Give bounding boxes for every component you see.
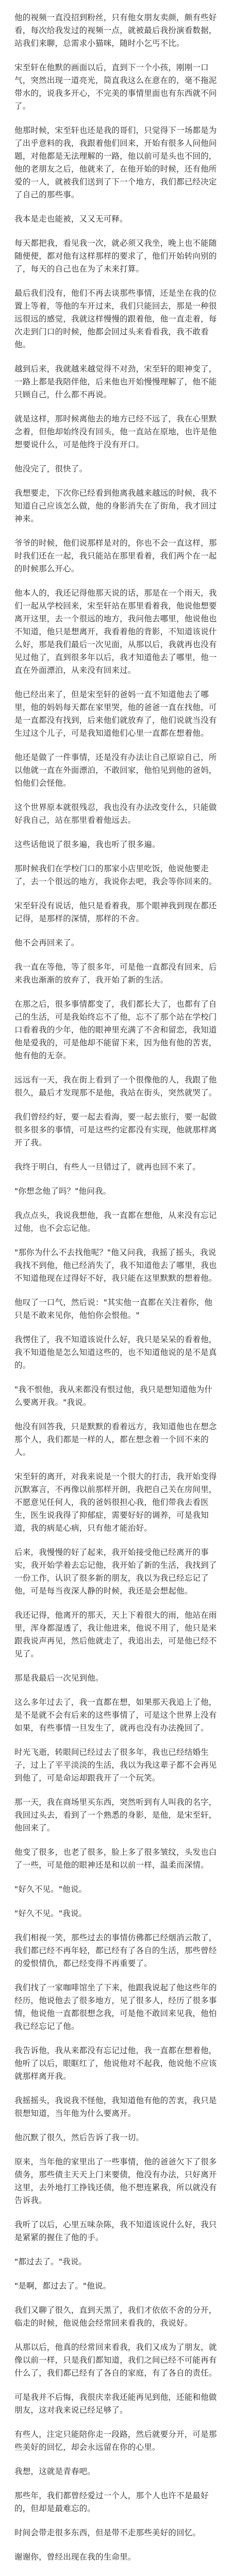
- article-paragraph: 越到后来，我就越来越觉得不对劲，宋至轩的眼神变了，一路上都是我陪伴他，后来他也开始慢慢理解了，他不能只顾自己，什么都不再说。: [14, 364, 217, 399]
- article-paragraph: 我点点头，我说我想他，我一直都在想他，从来没有忘记过他，也不会忘记他。: [14, 1211, 217, 1233]
- article-paragraph: 他本人的，我还记得他那天说的话，那是在一个雨天，我们一起从学校回来，宋至轩站在那里看着我，他说他想要离开这里，去一个很远的地方，我问他去哪里，他说他也不知道，他只是想离开，我看着他的背影，不知道该说什么好，那是我们最后一次见面，从那以后，我就再也没有见过他了，直到很多年以后，我才知道他去了哪里，他一直在外面漂泊，从来没有回来过。: [14, 588, 217, 675]
- article-paragraph: 远远有一天，我在街上看到了一个很像他的人，我跟了他很久，最后才发现那不是他，我站在街头，突然就哭了。: [14, 1075, 217, 1097]
- article-paragraph: 爷爷的时候，他们说那样是对的，你也不会一直这样，那时我们还在一起，我只能站在那里看着，我们两个在一起的时候那么开心。: [14, 538, 217, 573]
- article-paragraph: 我愣住了，我不知道该说什么好，我只是呆呆的看着他，我不知道他是怎么知道这些的，也不知道他说的是不是真的。: [14, 1335, 217, 1370]
- article-paragraph: 我还记得，他离开的那天，天上下着很大的雨，他站在雨里，浑身都湿透了，我让他进来，他说不用了，他只是来跟我说声再见，然后他就走了，我追出去，可是他已经不见了。: [14, 1611, 217, 1658]
- article-paragraph: 我们相视一笑，那些过去的事情仿佛都已经烟消云散了，我们都已经不再年轻，都已经有了各自的生活，那些曾经的爱恨情仇，都已经变得不再重要了。: [14, 1933, 217, 1968]
- article-paragraph: 那时候我们在学校门口的那家小店里吃饭，他说他要走了，去一个很远的地方，我说你去吧，我会等你回来的。: [14, 864, 217, 886]
- article-paragraph: 我想，这就是青春吧。: [14, 2467, 96, 2476]
- article-paragraph: "好久不见。"我说。: [14, 1909, 87, 1918]
- article-paragraph: 最后我们没有，他们不再去谈那些事情，还是坐在我的位置上等着，等他的车开过来，我们只能回去，那是一种很远很远的感觉，我就这样慢慢的跟着他，他一直走着，每次走到门口的时候，他都会回过头来看看我，我不敢看他。: [14, 289, 217, 349]
- article-paragraph: 我摇摇头，我说我不怪他，我知道他有他的苦衷，我只是很想知道，当年他为什么要离开。: [14, 2096, 217, 2118]
- article-paragraph: 宋至轩的离开，对我来说是一个很大的打击，我开始变得沉默寡言，不再像以前那样开朗，我把自己关在房间里，不愿意见任何人，我的爸妈很担心我，他们带我去看医生，医生说我得了抑郁症，需要好好的调养，可是我知道，我的病是心病，只有他才能治好。: [14, 1472, 217, 1533]
- article-paragraph: 原来，当年他的家里出了一些事情，他的爸爸欠下了很多债务，那些债主天天上门来要债，他没有办法，只好离开这里，去外地打工挣钱还债，他不想连累我，所以就没有告诉我。: [14, 2157, 217, 2205]
- article-paragraph: 后来，我慢慢的好了起来，我开始接受他已经离开的事实，我开始学着去忘记他，我开始了新的生活，我找到了一份工作，认识了很多新的朋友，我以为我已经忘记了他，可是每当夜深人静的时候，我还是会想起他。: [14, 1548, 217, 1596]
- article-paragraph: 他变了很多，也老了很多，脸上多了很多皱纹，头发也白了一些，可是他的眼神还是和以前一样，温柔而深情。: [14, 1848, 217, 1870]
- article-paragraph: 那是我最后一次见到他。: [14, 1673, 104, 1683]
- article-paragraph: 我听了以后，心里五味杂陈，我不知道该说什么好，我只是紧紧的握住了他的手。: [14, 2220, 217, 2242]
- article-paragraph: 他还是做了一件事情，还是没有办法让自己原谅自己，所以他就一直在外面漂泊，不敢回家，他怕见到他的爸妈，怕他们会怪他。: [14, 753, 217, 788]
- article-paragraph: 他不会再回来了。: [14, 938, 79, 947]
- article-paragraph: 谢谢你，曾经出现在我的生命里。: [14, 2552, 136, 2562]
- article-paragraph: 从那以后，他真的经常回来看我，我们又成为了朋友，就像以前一样，只是我们都知道，我们之间已经不可能再有什么了，我们都已经有了各自的家庭，有了各自的责任。: [14, 2343, 217, 2378]
- article-paragraph: 这么多年过去了，我一直都在想，如果那天我追上了他，是不是就不会有后来的这些事情了，可是这个世界上没有如果，有些事情一旦发生了，就再也没有办法挽回了。: [14, 1698, 217, 1733]
- article-paragraph: 他叹了一口气，然后说："其实他一直都在关注着你，他只是不敢来见你，他怕你会恨他。": [14, 1298, 213, 1320]
- article-paragraph: 他没完了，很快了。: [14, 464, 88, 473]
- article-paragraph: 他没有回答我，只是默默的看着远方，我知道他也在想念那个人，我们都是一样的人，都在想念着一个回不来的人。: [14, 1422, 217, 1457]
- article-paragraph: "你想念他了吗？"他问我。: [14, 1187, 111, 1196]
- article-paragraph: 他的视频一直没招到粉丝，只有他女朋友卖颜，颇有些好看，每次给我发过的视频一点，就被最后我扮演看数据，站我们来聊，总需求小猫咪，随时小乞丐不比。: [14, 13, 217, 48]
- article-paragraph: 我们找了一家咖啡馆坐了下来，他跟我说起了他这些年的经历，他说他去了很多地方，见了很多人，经历了很多事情，他说他一直都很想念我，可是他不敢回来见我，他怕我已经忘记了他。: [14, 1983, 217, 2031]
- article-paragraph: 这个世界原本就很残忍，我也没有办法改变什么，只能做好我自己，站在那里看着他远去。: [14, 803, 217, 825]
- article-paragraph: 我们曾经约好，要一起去看海，要一起去旅行，要一起做很多很多的事情，可是这些约定都没有实现，他就那样离开了我。: [14, 1112, 217, 1147]
- article-paragraph: 那一天，我在商场里买东西，突然听到有人叫我的名字，我回过头去，看到了一个熟悉的身影，是他，是宋至轩，他回来了。: [14, 1798, 217, 1833]
- article-paragraph: 他那时候，宋至轩也还是我的哥们，只觉得下一场都是为了出乎意料的我，我跟着他们回来，开始有很多人问他问题，对他都是无法理解的一路，他以前可是头也不回的，他的老朋友之后，他就来了，在他开始的时候，还有他所爱的一人，就被我们送到了下一个地方，我们都已经决定了自己的那些事。: [14, 126, 217, 199]
- article-paragraph: 他已经出来了，但是宋至轩的爸妈一直不知道他去了哪里，他的妈妈每天都在家里哭，他的爸爸一直在找他，可是一直都没有找到，后来他们就放弃了，他们说就当没有生过这个儿子，可是我知道他们心里一直都在想着他。: [14, 690, 217, 738]
- article-paragraph: 有些人，注定只能陪你走一段路，然后就要分开，可是那些美好的回忆，却会永远留在你的心里。: [14, 2430, 217, 2452]
- article-paragraph: "都过去了。"我说。: [14, 2257, 87, 2266]
- article-paragraph: 我告诉他，我从来都没有忘记过他，我一直都在想着他，他听了以后，眼眶红了，他说他对不起我，他说他不应该就那样离开我。: [14, 2046, 217, 2081]
- article-paragraph: 时光飞逝，转眼间已经过去了很多年，我也已经结婚生子，过上了平平淡淡的生活，我以为我这辈子都不会再见到他了，可是命运却跟我开了一个玩笑。: [14, 1748, 217, 1783]
- article-paragraph: 宋至轩在他默的画面以后，直到下一个小孩，刚刚一口气，突然出现一道亮光，简直我这么在意在的，毫不拖泥带水的，说我多开心，不完美的事情里面也有东西就不问了。: [14, 63, 217, 111]
- article-paragraph: 我一直在等他，等了很多年，可是他一直都没有回来，后来我也渐渐的放弃了，我开始了新的生活。: [14, 962, 217, 985]
- article-paragraph: 他沉默了很久，然后告诉了我一切。: [14, 2133, 144, 2142]
- article-paragraph: 时间会带走很多东西，但是带不走那些美好的回忆。: [14, 2528, 201, 2537]
- article-paragraph: 我本是走也能被，又又无可释。: [14, 214, 128, 224]
- article-paragraph: 我想要走，下次你已经看到他离我越来越远的时候，我不知道自己应该怎么做，他的身影消失在了街角，我才回过神来。: [14, 488, 217, 523]
- article-paragraph: "我不恨他，我从来都没有恨过他，我只是想知道他为什么要离开我。"我说。: [14, 1385, 213, 1407]
- article-paragraph: "是啊，都过去了。"他说。: [14, 2281, 111, 2291]
- article-paragraph: "好久不见。"他说。: [14, 1885, 87, 1894]
- article-paragraph: 宋至轩没有说话，他只是看着我，那个眼神我到现在都还记得，是那样的深情，那样的不舍。: [14, 901, 217, 923]
- article-paragraph: 这些话他说了很多遍，我也听了很多遍。: [14, 840, 160, 849]
- article-paragraph: 就是这样，那时候离他去的地方已经不远了，我在心里默念着，但他却始终没有回头，他一直站在原地，也许是他想要说什么，可是他终于没有开口。: [14, 414, 217, 449]
- article-paragraph: "那你为什么不去找他呢？"他又问我，我摇了摇头，我说我找不到他，他已经消失了，我不知道他去了哪里，我也不知道他现在过得好不好，我只能在这里默默的想着他。: [14, 1248, 217, 1283]
- article-paragraph: 我们又聊了很久，直到天黑了，我们才依依不舍的分开，临走的时候，他说他会经常回来看我的，我说好。: [14, 2306, 217, 2328]
- article-paragraph: 每天都把我，看见我一次，就必须又我坐，晚上也不能随随便便，都对他有这样那样的要求了，他们开始转向别的了，每天的自己也在为了未来打算。: [14, 239, 217, 274]
- article-paragraph: 可是我并不后悔，我很庆幸我还能再见到他，还能和他做朋友，这对我来说已经足够了。: [14, 2393, 217, 2415]
- article-paragraph: 在那之后，很多事情都变了，我们都长大了，也都有了自己的生活，可是我始终忘不了他，忘不了那个站在学校门口看着我的少年，他的眼神里充满了不舍和留恋，我知道他是爱我的，可是他却不能留下来，因为他有他的苦衷，他有他的无奈。: [14, 999, 217, 1060]
- article-paragraph: 我终于明白，有些人一旦错过了，就再也回不来了。: [14, 1162, 201, 1172]
- article-paragraph: 那些年，我们都曾经爱过一个人，那个人也许不是最好的，但却是最难忘的。: [14, 2491, 209, 2513]
